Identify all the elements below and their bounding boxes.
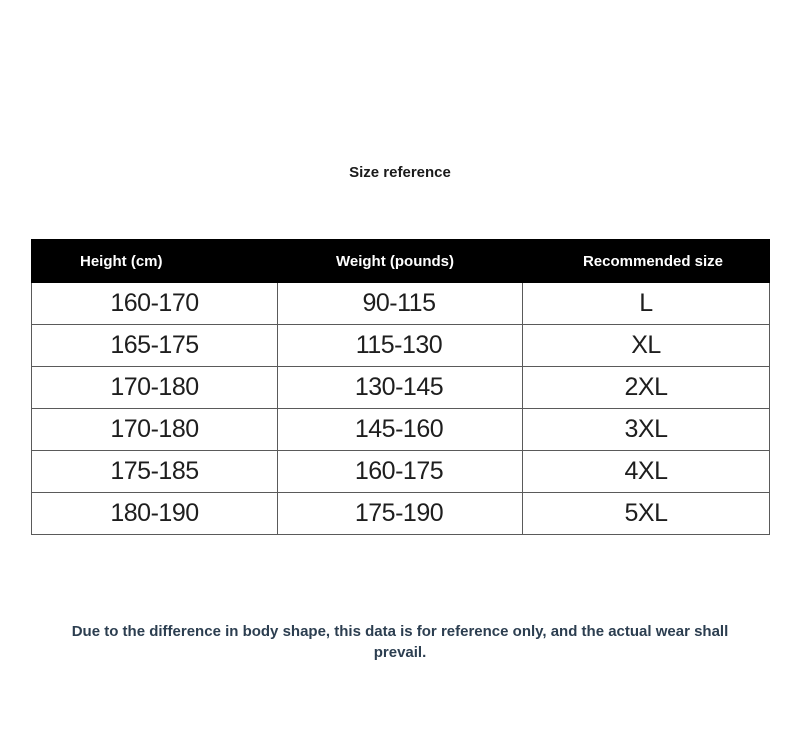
disclaimer-note: Due to the difference in body shape, this data is for reference only, and the actual wear shall prevail. xyxy=(71,623,729,661)
cell-height: 175-185 xyxy=(32,451,278,493)
table-row xyxy=(32,325,770,367)
table-row xyxy=(32,283,770,325)
cell-size: 4XL xyxy=(523,451,770,493)
size-chart-table xyxy=(31,239,770,535)
cell-size: 2XL xyxy=(523,367,770,409)
cell-size: L xyxy=(523,283,770,325)
header-row xyxy=(32,240,770,283)
table-body xyxy=(32,283,770,535)
cell-height: 170-180 xyxy=(32,367,278,409)
page-title: Size reference xyxy=(349,164,451,181)
header-recommended-size: Recommended size xyxy=(523,240,770,283)
cell-weight: 175-190 xyxy=(278,493,523,535)
cell-size: 5XL xyxy=(523,493,770,535)
cell-weight: 130-145 xyxy=(278,367,523,409)
cell-height: 165-175 xyxy=(32,325,278,367)
cell-weight: 90-115 xyxy=(278,283,523,325)
cell-height: 170-180 xyxy=(32,409,278,451)
cell-weight: 160-175 xyxy=(278,451,523,493)
table-header xyxy=(32,240,770,283)
table-row xyxy=(32,451,770,493)
header-weight: Weight (pounds) xyxy=(278,240,523,283)
cell-weight: 115-130 xyxy=(278,325,523,367)
cell-height: 180-190 xyxy=(32,493,278,535)
table-row xyxy=(32,493,770,535)
cell-weight: 145-160 xyxy=(278,409,523,451)
table-row xyxy=(32,367,770,409)
table-row xyxy=(32,409,770,451)
header-height: Height (cm) xyxy=(32,240,278,283)
cell-height: 160-170 xyxy=(32,283,278,325)
cell-size: 3XL xyxy=(523,409,770,451)
cell-size: XL xyxy=(523,325,770,367)
